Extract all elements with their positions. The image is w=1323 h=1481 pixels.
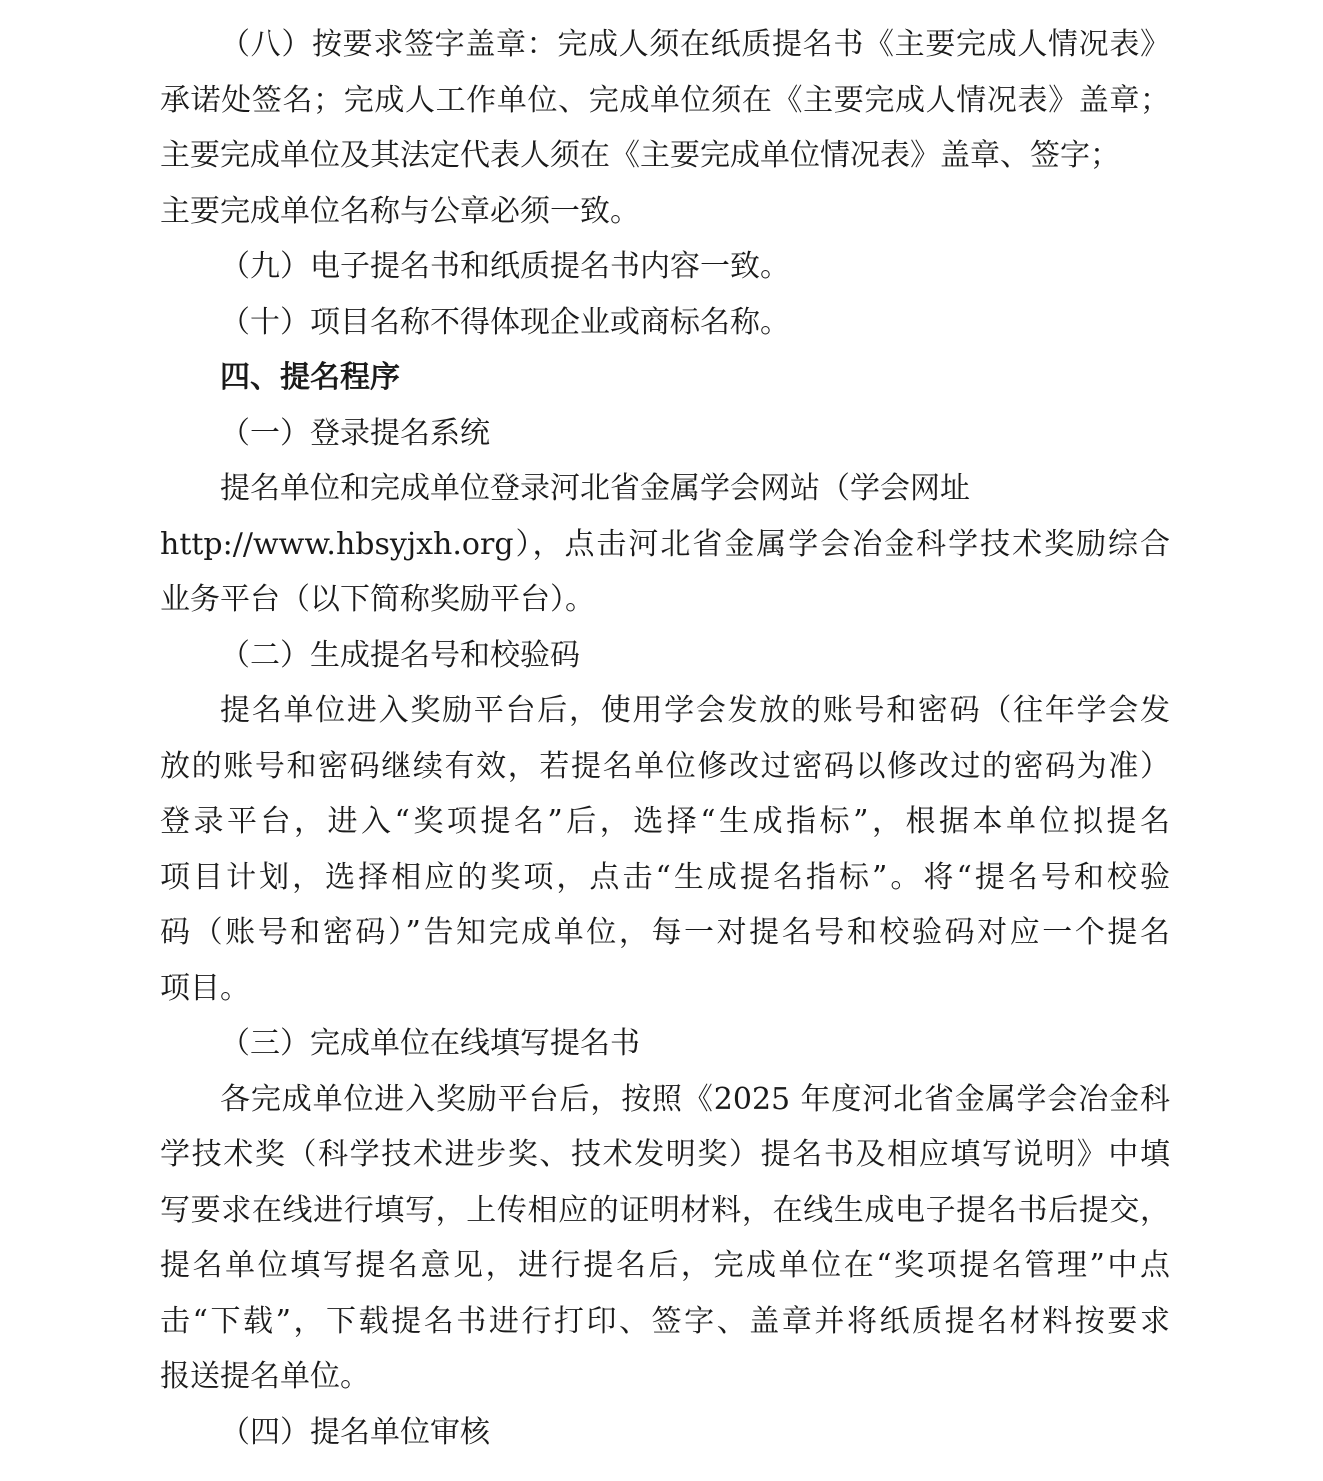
text-line: 学技术奖（科学技术进步奖、技术发明奖）提名书及相应填写说明》中填 (160, 1137, 1170, 1172)
text-line: 提名单位填写提名意见，进行提名后，完成单位在“奖项提名管理”中点 (160, 1248, 1170, 1283)
text-line: 业务平台（以下简称奖励平台）。 (160, 582, 595, 617)
subsection-heading: （一）登录提名系统 (220, 416, 490, 451)
text-line: 写要求在线进行填写，上传相应的证明材料，在线生成电子提名书后提交， (160, 1193, 1170, 1228)
section-heading: 四、提名程序 (220, 360, 400, 395)
subsection-heading: （二）生成提名号和校验码 (220, 638, 580, 673)
text-line: 项目计划，选择相应的奖项，点击“生成提名指标”。将“提名号和校验 (160, 860, 1170, 895)
text-line: 提名单位进入奖励平台后，使用学会发放的账号和密码（往年学会发 (220, 693, 1170, 728)
text-line: 码（账号和密码）”告知完成单位，每一对提名号和校验码对应一个提名 (160, 915, 1170, 950)
text-line: （十）项目名称不得体现企业或商标名称。 (220, 305, 790, 340)
text-line: 承诺处签名；完成人工作单位、完成单位须在《主要完成人情况表》盖章； (160, 83, 1170, 118)
text-line: 主要完成单位名称与公章必须一致。 (160, 194, 640, 229)
text-line: 击“下载”，下载提名书进行打印、签字、盖章并将纸质提名材料按要求 (160, 1304, 1170, 1339)
subsection-heading: （三）完成单位在线填写提名书 (220, 1026, 640, 1061)
text-line: 提名单位和完成单位登录河北省金属学会网站（学会网址 (220, 471, 970, 506)
text-line: （八）按要求签字盖章：完成人须在纸质提名书《主要完成人情况表》 (220, 27, 1170, 62)
text-line: 登录平台，进入“奖项提名”后，选择“生成指标”，根据本单位拟提名 (160, 804, 1170, 839)
text-line: 各完成单位进入奖励平台后，按照《2025 年度河北省金属学会冶金科 (220, 1082, 1170, 1117)
text-line: http://www.hbsyjxh.org），点击河北省金属学会冶金科学技术奖励综合 (160, 527, 1170, 562)
text-line: 放的账号和密码继续有效，若提名单位修改过密码以修改过的密码为准） (160, 749, 1170, 784)
text-line: 主要完成单位及其法定代表人须在《主要完成单位情况表》盖章、签字； (160, 138, 1120, 173)
text-line: 报送提名单位。 (160, 1359, 370, 1394)
text-line: 项目。 (160, 971, 250, 1006)
subsection-heading: （四）提名单位审核 (220, 1415, 490, 1450)
text-line: （九）电子提名书和纸质提名书内容一致。 (220, 249, 790, 284)
